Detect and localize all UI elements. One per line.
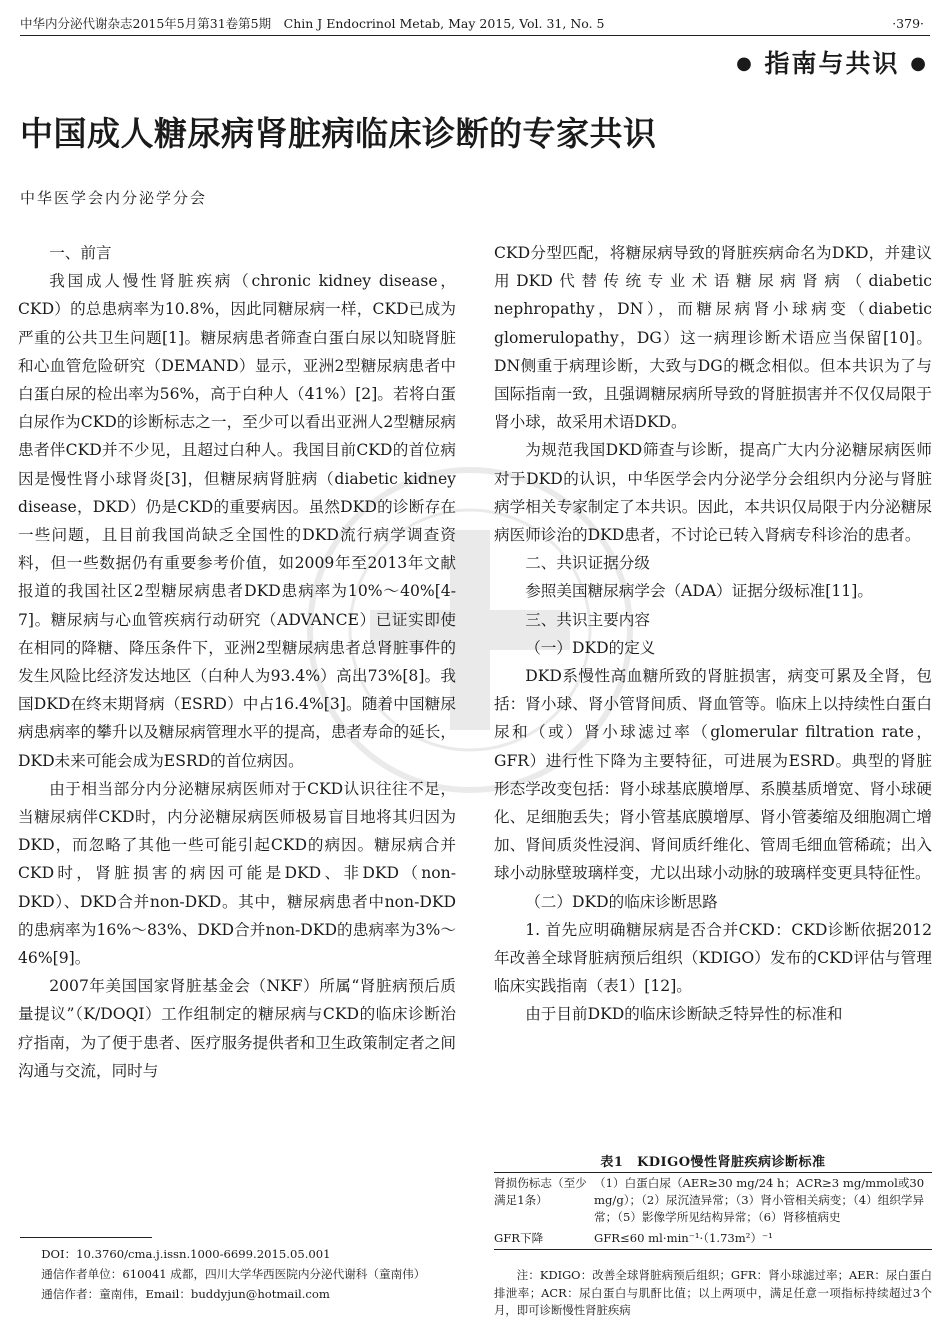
section-heading: （一）DKD的定义 <box>525 638 656 657</box>
paragraph: 1. 首先应明确糖尿病是否合并CKD：CKD诊断依据2012年改善全球肾脏病预后组织（KDIGO）发布的CKD评估与管理临床实践指南（表1）[12]。 <box>494 920 932 996</box>
journal-citation: 中华内分泌代谢杂志2015年5月第31卷第5期 Chin J Endocrinol Metab, May 2015, Vol. 31, No. 5 <box>20 16 605 31</box>
section-tag <box>736 44 928 80</box>
article-author: 中华医学会内分泌学分会 <box>20 189 208 207</box>
page-number: ·379· <box>892 16 924 31</box>
section-heading: 一、前言 <box>49 244 112 262</box>
table-note: 注：KDIGO：改善全球肾脏病预后组织；GFR：肾小球滤过率；AER：尿白蛋白排泄率；ACR：尿白蛋白与肌酐比值；以上两项中，满足任意一项指标持续超过3个月，即可诊断慢性肾脏疾病 <box>494 1268 932 1317</box>
section-heading: （二）DKD的临床诊断思路 <box>525 892 718 911</box>
right-column <box>494 239 932 1029</box>
left-column <box>18 239 456 1085</box>
bullet-icon: ● <box>736 53 754 74</box>
section-heading: 二、共识证据分级 <box>525 554 650 573</box>
kdigo-table <box>494 1172 932 1250</box>
paragraph: 由于目前DKD的临床诊断缺乏特异性的标准和 <box>525 1005 843 1024</box>
paragraph: CKD分型匹配，将糖尿病导致的肾脏疾病命名为DKD，并建议用DKD代替传统专业术语糖尿病肾病（diabetic nephropathy，DN），而糖尿病肾小球病变（diabetic glomerulopathy，DG）这一病理诊断术语应当保留[10]。DN侧重于病理诊断，大致与DG的概念相似。但本共识为了与国际指南一致，且强调糖尿病所导致的肾脏损害并不仅仅局限于肾小球，故采用术语DKD。 <box>494 244 932 432</box>
table-caption: 表1 KDIGO慢性肾脏疾病诊断标准 <box>600 1155 826 1170</box>
footnote-rule <box>20 1237 152 1238</box>
paragraph: 2007年美国国家肾脏基金会（NKF）所属“肾脏病预后质量提议”（K/DOQI）工作组制定的糖尿病与CKD的临床诊断治疗指南，为了便于患者、医疗服务提供者和卫生政策制定者之间沟通与交流，同时与 <box>18 977 456 1080</box>
bullet-icon: ● <box>910 53 928 74</box>
table-row <box>494 1173 932 1228</box>
table-row <box>494 1228 932 1249</box>
table-cell-detail: GFR≤60 ml·min⁻¹·（1.73m²）⁻¹ <box>594 1231 773 1245</box>
paragraph: 为规范我国DKD筛查与诊断，提高广大内分泌糖尿病医师对于DKD的认识，中华医学会内分泌学分会组织内分泌与肾脏病学相关专家制定了本共识。因此，本共识仅局限于内分泌糖尿病医师诊治的DKD患者，不讨论已转入肾病专科诊治的患者。 <box>494 441 932 545</box>
article-title: 中国成人糖尿病肾脏病临床诊断的专家共识 <box>20 114 657 153</box>
corresponding-affiliation: 通信作者单位：610041 成都，四川大学华西医院内分泌代谢科（童南伟） <box>41 1267 426 1281</box>
paragraph: 由于相当部分内分泌糖尿病医师对于CKD认识往往不足，当糖尿病伴CKD时，内分泌糖尿病医师极易盲目地将其归因为DKD，而忽略了其他一些可能引起CKD的病因。糖尿病合并CKD时，肾脏损害的病因可能是DKD、非DKD（non-DKD）、DKD合并non-DKD。其中，糖尿病患者中non-DKD的患病率为16%～83%、DKD合并non-DKD的患病率为3%～46%[9]。 <box>18 779 456 968</box>
table-cell-detail: （1）白蛋白尿（AER≥30 mg/24 h；ACR≥3 mg/mmol或30 mg/g）；（2）尿沉渣异常；（3）肾小管相关病变；（4）组织学异常；（5）影像学所见结构异常；（6）肾移植病史 <box>594 1176 925 1224</box>
paragraph: DKD系慢性高血糖所致的肾脏损害，病变可累及全肾，包括：肾小球、肾小管肾间质、肾血管等。临床上以持续性白蛋白尿和（或）肾小球滤过率（glomerular filtration rate，GFR）进行性下降为主要特征，可进展为ESRD。典型的肾脏形态学改变包括：肾小球基底膜增厚、系膜基质增宽、肾小球硬化、足细胞丢失；肾小管基底膜增厚、肾小管萎缩及细胞凋亡增加、肾间质炎性浸润、肾间质纤维化、管周毛细血管稀疏；出入球小动脉壁玻璃样变，尤以出球小动脉的玻璃样变更具特征性。 <box>494 667 932 883</box>
corresponding-contact: 通信作者：童南伟，Email：buddyjun@hotmail.com <box>41 1287 330 1301</box>
paragraph: 参照美国糖尿病学会（ADA）证据分级标准[11]。 <box>525 582 873 601</box>
doi: DOI：10.3760/cma.j.issn.1000-6699.2015.05.001 <box>41 1247 331 1261</box>
table-cell-criterion: 肾损伤标志（至少满足1条） <box>494 1176 587 1207</box>
footnotes <box>18 1244 458 1304</box>
section-heading: 三、共识主要内容 <box>525 610 650 629</box>
table-cell-criterion: GFR下降 <box>494 1231 544 1245</box>
paragraph: 我国成人慢性肾脏疾病（chronic kidney disease，CKD）的总患病率为10.8%，因此同糖尿病一样，CKD已成为严重的公共卫生问题[1]。糖尿病患者筛查白蛋白尿以知晓肾脏和心血管危险研究（DEMAND）显示，亚洲2型糖尿病患者中白蛋白尿的检出率为56%，高于白种人（41%）[2]。若将白蛋白尿作为CKD的诊断标志之一，至少可以看出亚洲人2型糖尿病患者伴CKD并不少见，且超过白种人。我国目前CKD的首位病因是慢性肾小球肾炎[3]，但糖尿病肾脏病（diabetic kidney disease，DKD）仍是CKD的重要病因。虽然DKD的诊断存在一些问题，且目前我国尚缺乏全国性的DKD流行病学调查资料，但一些数据仍有重要参考价值，如2009年至2013年文献报道的我国社区2型糖尿病患者DKD患病率为10%～40%[4-7]。糖尿病与心血管疾病行动研究（ADVANCE）已证实即使在相同的降糖、降压条件下，亚洲2型糖尿病患者总肾脏事件的发生风险比经济发达地区（白种人为93.4%）高出73%[8]。我国DKD在终末期肾病（ESRD）中占16.4%[3]。随着中国糖尿病患病率的攀升以及糖尿病管理水平的提高，患者寿命的延长，DKD未来可能会成为ESRD的首位病因。 <box>18 272 456 770</box>
section-tag-label: 指南与共识 <box>764 49 900 78</box>
running-head <box>20 14 930 36</box>
